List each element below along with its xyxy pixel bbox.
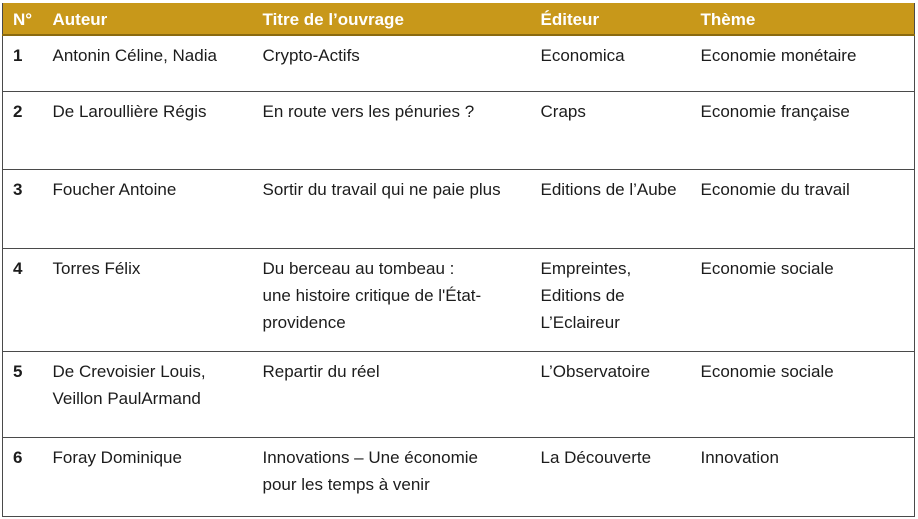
row-theme — [697, 248, 915, 351]
publisher-line: Editions de l’Aube — [540, 179, 677, 199]
row-number: 5 — [3, 351, 49, 437]
row-title — [259, 437, 537, 516]
row-publisher — [537, 248, 697, 351]
row-title — [259, 248, 537, 351]
row-number: 3 — [3, 169, 49, 248]
title-line: une histoire critique de l'État- — [262, 285, 482, 305]
publisher-line: Empreintes, — [540, 258, 632, 278]
table-row — [3, 351, 915, 437]
theme-line: Economie monétaire — [700, 46, 857, 65]
author-line: De Laroullière Régis — [52, 101, 207, 121]
table-row — [3, 169, 915, 248]
row-author — [49, 35, 259, 91]
title-line: Innovations – Une économie — [262, 447, 478, 467]
book-table-container — [2, 3, 914, 517]
row-publisher — [537, 437, 697, 516]
row-number: 6 — [3, 437, 49, 516]
theme-line: Innovation — [700, 447, 779, 467]
row-number: 4 — [3, 248, 49, 351]
row-author — [49, 91, 259, 169]
row-publisher — [537, 351, 697, 437]
row-publisher — [537, 169, 697, 248]
row-publisher — [537, 91, 697, 169]
header-theme: Thème — [697, 3, 915, 35]
row-theme — [697, 91, 915, 169]
title-line: providence — [262, 312, 346, 332]
author-line: Foucher Antoine — [52, 179, 177, 199]
author-line: Torres Félix — [52, 258, 141, 278]
author-line: Foray Dominique — [52, 447, 182, 467]
book-table — [2, 3, 915, 517]
row-theme — [697, 169, 915, 248]
theme-line: Economie sociale — [700, 361, 834, 381]
row-number: 2 — [3, 91, 49, 169]
row-publisher — [537, 35, 697, 91]
title-line: Sortir du travail qui ne paie plus — [262, 179, 501, 199]
title-line: En route vers les pénuries ? — [262, 101, 475, 121]
theme-line: Economie du travail — [700, 179, 850, 199]
row-theme — [697, 35, 915, 91]
publisher-line: L’Eclaireur — [540, 312, 620, 332]
publisher-line: La Découverte — [540, 447, 652, 467]
row-author — [49, 351, 259, 437]
header-title: Titre de l’ouvrage — [259, 3, 537, 35]
row-author — [49, 437, 259, 516]
table-row — [3, 91, 915, 169]
header-number: N° — [3, 3, 49, 35]
row-title — [259, 35, 537, 91]
row-title — [259, 169, 537, 248]
header-author: Auteur — [49, 3, 259, 35]
row-theme — [697, 437, 915, 516]
table-header-row — [3, 3, 915, 35]
table-row — [3, 35, 915, 91]
row-author — [49, 248, 259, 351]
title-line: pour les temps à venir — [262, 474, 430, 494]
publisher-line: Craps — [540, 101, 586, 121]
title-line: Crypto-Actifs — [262, 46, 360, 65]
table-row — [3, 248, 915, 351]
row-title — [259, 91, 537, 169]
table-row — [3, 437, 915, 516]
theme-line: Economie sociale — [700, 258, 834, 278]
publisher-line: L’Observatoire — [540, 361, 651, 381]
row-author — [49, 169, 259, 248]
title-line: Repartir du réel — [262, 361, 380, 381]
author-line: Antonin Céline, Nadia — [52, 46, 217, 65]
row-title — [259, 351, 537, 437]
author-line: Veillon PaulArmand — [52, 388, 201, 408]
author-line: De Crevoisier Louis, — [52, 361, 206, 381]
theme-line: Economie française — [700, 101, 850, 121]
row-theme — [697, 351, 915, 437]
publisher-line: Economica — [540, 46, 625, 65]
title-line: Du berceau au tombeau : — [262, 258, 455, 278]
publisher-line: Editions de — [540, 285, 625, 305]
header-publisher: Éditeur — [537, 3, 697, 35]
row-number: 1 — [3, 35, 49, 91]
